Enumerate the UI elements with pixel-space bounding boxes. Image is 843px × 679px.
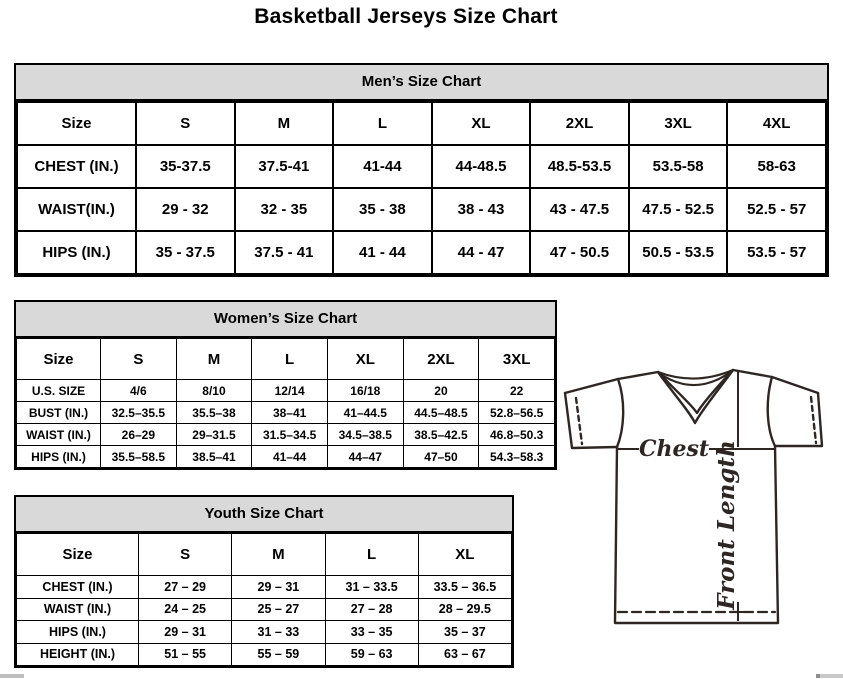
size-column-header: 4XL — [727, 102, 826, 145]
size-column-header: 3XL — [479, 339, 555, 380]
table-row — [17, 402, 555, 424]
size-value-cell: 43 - 47.5 — [530, 188, 629, 231]
size-value-cell: 29 - 32 — [136, 188, 235, 231]
size-column-header: XL — [418, 534, 511, 576]
youth-size-table — [16, 533, 512, 666]
size-value-cell: 32.5–35.5 — [101, 402, 177, 424]
size-value-cell: 35-37.5 — [136, 145, 235, 188]
row-label: HEIGHT (IN.) — [17, 643, 139, 666]
size-value-cell: 41–44 — [252, 446, 328, 468]
size-column-header: L — [333, 102, 432, 145]
corner-header: Size — [17, 339, 101, 380]
corner-header: Size — [17, 534, 139, 576]
size-column-header: XL — [327, 339, 403, 380]
size-value-cell: 25 – 27 — [232, 598, 325, 621]
size-value-cell: 53.5-58 — [629, 145, 728, 188]
size-value-cell: 22 — [479, 380, 555, 402]
table-row — [17, 598, 512, 621]
table-row — [17, 380, 555, 402]
row-label: BUST (IN.) — [17, 402, 101, 424]
horizontal-scrollbar-right-fragment[interactable] — [816, 674, 843, 678]
size-value-cell: 29 – 31 — [139, 621, 232, 644]
size-value-cell: 35 – 37 — [418, 621, 511, 644]
size-value-cell: 32 - 35 — [235, 188, 334, 231]
size-value-cell: 53.5 - 57 — [727, 231, 826, 274]
size-value-cell: 37.5-41 — [235, 145, 334, 188]
size-value-cell: 38–41 — [252, 402, 328, 424]
corner-header: Size — [17, 102, 136, 145]
row-label: CHEST (IN.) — [17, 145, 136, 188]
size-value-cell: 44–47 — [327, 446, 403, 468]
size-value-cell: 63 – 67 — [418, 643, 511, 666]
size-value-cell: 4/6 — [101, 380, 177, 402]
size-column-header: L — [325, 534, 418, 576]
scrollbar-thumb-edge[interactable] — [816, 674, 820, 678]
size-value-cell: 38.5–42.5 — [403, 424, 479, 446]
row-label: HIPS (IN.) — [17, 446, 101, 468]
size-value-cell: 29 – 31 — [232, 576, 325, 599]
table-row — [17, 446, 555, 468]
table-row — [17, 145, 826, 188]
horizontal-scrollbar-left-fragment[interactable] — [0, 674, 24, 678]
size-value-cell: 20 — [403, 380, 479, 402]
size-column-header: S — [101, 339, 177, 380]
size-value-cell: 47.5 - 52.5 — [629, 188, 728, 231]
size-value-cell: 41-44 — [333, 145, 432, 188]
chest-label: Chest — [638, 436, 710, 462]
size-value-cell: 48.5-53.5 — [530, 145, 629, 188]
size-value-cell: 41–44.5 — [327, 402, 403, 424]
size-column-header: XL — [432, 102, 531, 145]
table-row — [17, 188, 826, 231]
page-title: Basketball Jerseys Size Chart — [254, 5, 558, 28]
size-value-cell: 33.5 – 36.5 — [418, 576, 511, 599]
row-label: WAIST (IN.) — [17, 598, 139, 621]
row-label: HIPS (IN.) — [17, 621, 139, 644]
jersey-left-cuff-dashed-line — [576, 398, 582, 444]
mens-size-chart — [14, 63, 829, 277]
size-column-header: S — [139, 534, 232, 576]
table-row — [17, 231, 826, 274]
size-value-cell: 31 – 33.5 — [325, 576, 418, 599]
size-column-header: 2XL — [403, 339, 479, 380]
table-row — [17, 643, 512, 666]
mens-size-chart-title: Men’s Size Chart — [16, 65, 827, 101]
size-value-cell: 29–31.5 — [176, 424, 252, 446]
size-value-cell: 38.5–41 — [176, 446, 252, 468]
size-value-cell: 24 – 25 — [139, 598, 232, 621]
table-row — [17, 621, 512, 644]
size-value-cell: 34.5–38.5 — [327, 424, 403, 446]
table-row — [17, 424, 555, 446]
jersey-right-cuff-dashed-line — [811, 397, 816, 443]
size-value-cell: 31.5–34.5 — [252, 424, 328, 446]
row-label: WAIST(IN.) — [17, 188, 136, 231]
size-value-cell: 27 – 28 — [325, 598, 418, 621]
header-row — [17, 534, 512, 576]
size-value-cell: 44.5–48.5 — [403, 402, 479, 424]
mens-size-table — [16, 101, 827, 275]
size-value-cell: 50.5 - 53.5 — [629, 231, 728, 274]
header-row — [17, 102, 826, 145]
youth-size-chart — [14, 495, 514, 668]
size-value-cell: 52.8–56.5 — [479, 402, 555, 424]
size-column-header: M — [176, 339, 252, 380]
row-label: CHEST (IN.) — [17, 576, 139, 599]
size-value-cell: 35.5–38 — [176, 402, 252, 424]
table-row — [17, 576, 512, 599]
jersey-left-sleeve-seam — [617, 379, 623, 447]
size-value-cell: 28 – 29.5 — [418, 598, 511, 621]
jersey-left-shoulder — [565, 372, 658, 393]
size-value-cell: 38 - 43 — [432, 188, 531, 231]
size-value-cell: 59 – 63 — [325, 643, 418, 666]
size-value-cell: 54.3–58.3 — [479, 446, 555, 468]
jersey-body-outline — [615, 446, 778, 623]
front-length-label: Front Length — [713, 440, 740, 610]
size-column-header: M — [232, 534, 325, 576]
womens-size-chart-title: Women’s Size Chart — [16, 302, 555, 338]
size-value-cell: 41 - 44 — [333, 231, 432, 274]
size-value-cell: 33 – 35 — [325, 621, 418, 644]
size-value-cell: 35.5–58.5 — [101, 446, 177, 468]
size-column-header: M — [235, 102, 334, 145]
size-value-cell: 12/14 — [252, 380, 328, 402]
size-value-cell: 55 – 59 — [232, 643, 325, 666]
size-column-header: S — [136, 102, 235, 145]
header-row — [17, 339, 555, 380]
youth-size-chart-title: Youth Size Chart — [16, 497, 512, 533]
womens-size-chart — [14, 300, 557, 470]
size-value-cell: 46.8–50.3 — [479, 424, 555, 446]
size-value-cell: 35 - 38 — [333, 188, 432, 231]
size-value-cell: 51 – 55 — [139, 643, 232, 666]
size-value-cell: 52.5 - 57 — [727, 188, 826, 231]
size-column-header: 2XL — [530, 102, 629, 145]
size-value-cell: 26–29 — [101, 424, 177, 446]
jersey-right-sleeve-seam — [768, 377, 775, 446]
row-label: HIPS (IN.) — [17, 231, 136, 274]
size-column-header: L — [252, 339, 328, 380]
size-value-cell: 16/18 — [327, 380, 403, 402]
size-value-cell: 37.5 - 41 — [235, 231, 334, 274]
size-value-cell: 58-63 — [727, 145, 826, 188]
size-value-cell: 8/10 — [176, 380, 252, 402]
size-value-cell: 44-48.5 — [432, 145, 531, 188]
size-column-header: 3XL — [629, 102, 728, 145]
row-label: WAIST (IN.) — [17, 424, 101, 446]
size-value-cell: 44 - 47 — [432, 231, 531, 274]
jersey-diagram — [560, 360, 843, 630]
size-value-cell: 27 – 29 — [139, 576, 232, 599]
size-value-cell: 35 - 37.5 — [136, 231, 235, 274]
jersey-right-shoulder — [733, 370, 818, 393]
size-value-cell: 47–50 — [403, 446, 479, 468]
size-value-cell: 31 – 33 — [232, 621, 325, 644]
size-value-cell: 47 - 50.5 — [530, 231, 629, 274]
jersey-left-sleeve — [565, 393, 617, 448]
row-label: U.S. SIZE — [17, 380, 101, 402]
womens-size-table — [16, 338, 555, 468]
